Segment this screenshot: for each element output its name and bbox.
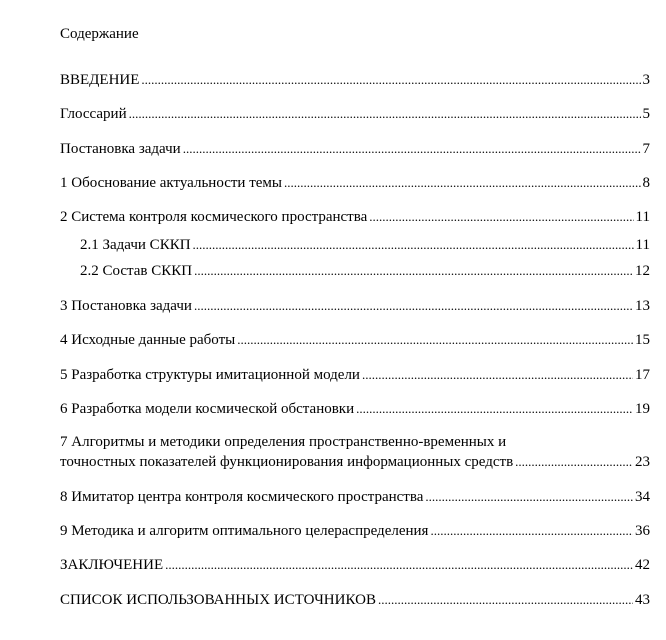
toc-entry-conclusion[interactable] (60, 555, 650, 575)
toc-entry-page: 3 (642, 72, 650, 88)
toc-title: Содержание (60, 26, 139, 42)
toc-entry-page: 19 (635, 401, 650, 417)
toc-entry-label-line1: 7 Алгоритмы и методики определения пространственно-временных и (60, 434, 507, 450)
toc-entry-page: 17 (635, 367, 650, 383)
toc-leader-dots (430, 521, 633, 541)
toc-entry-glossary[interactable] (60, 104, 650, 124)
toc-leader-dots (378, 590, 633, 610)
toc-entry-label: ВВЕДЕНИЕ (60, 72, 140, 88)
toc-entry-chapter-2[interactable] (60, 207, 650, 227)
toc-entry-label: Глоссарий (60, 106, 127, 122)
toc-entry-chapter-9[interactable] (60, 521, 650, 541)
toc-leader-dots (356, 399, 633, 419)
toc-entry-page: 34 (635, 489, 650, 505)
toc-leader-dots (193, 235, 634, 255)
toc-entry-label: 8 Имитатор центра контроля космического пространства (60, 489, 424, 505)
toc-entry-label: Постановка задачи (60, 141, 181, 157)
toc-entry-page: 8 (642, 175, 650, 191)
toc-leader-dots (237, 330, 633, 350)
toc-entry-page: 36 (635, 523, 650, 539)
toc-entry-label: 2 Система контроля космического пространства (60, 209, 368, 225)
toc-entry-label-line2: точностных показателей функционирования информационных средств (60, 454, 514, 470)
toc-entry-label: 4 Исходные данные работы (60, 332, 236, 348)
toc-entry-label: 3 Постановка задачи (60, 298, 192, 314)
toc-entry-page: 42 (635, 557, 650, 573)
toc-entry-page: 5 (642, 106, 650, 122)
toc-entry-label: 5 Разработка структуры имитационной модели (60, 367, 360, 383)
toc-entry-label: 1 Обоснование актуальности темы (60, 175, 282, 191)
toc-entry-label: 2.2 Состав СККП (80, 263, 193, 279)
toc-entry-section-2-2[interactable] (80, 261, 650, 281)
toc-leader-dots (369, 207, 633, 227)
toc-leader-dots (425, 487, 633, 507)
toc-leader-dots (284, 173, 641, 193)
toc-entry-chapter-4[interactable] (60, 330, 650, 350)
toc-leader-dots (362, 365, 633, 385)
toc-entry-problem-statement[interactable] (60, 139, 650, 159)
toc-leader-dots (194, 261, 633, 281)
toc-entry-label: 2.1 Задачи СККП (80, 237, 191, 253)
toc-leader-dots (129, 104, 641, 124)
toc-entry-chapter-5[interactable] (60, 365, 650, 385)
toc-entry-chapter-6[interactable] (60, 399, 650, 419)
toc-entry-label: 6 Разработка модели космической обстановки (60, 401, 355, 417)
toc-entry-references[interactable] (60, 590, 650, 610)
toc-entry-label: ЗАКЛЮЧЕНИЕ (60, 557, 164, 573)
toc-entry-page: 23 (635, 454, 650, 470)
toc-leader-dots (141, 70, 640, 90)
toc-entry-section-2-1[interactable] (80, 235, 650, 255)
toc-entry-page: 11 (635, 209, 650, 225)
toc-entry-page: 7 (642, 141, 650, 157)
toc-entry-page: 11 (635, 237, 650, 253)
toc-entry-chapter-3[interactable] (60, 296, 650, 316)
toc-leader-dots (183, 139, 641, 159)
toc-entry-page: 43 (635, 592, 650, 608)
toc-entry-label: СПИСОК ИСПОЛЬЗОВАННЫХ ИСТОЧНИКОВ (60, 592, 376, 608)
toc-entry-page: 13 (635, 298, 650, 314)
toc-entry-introduction[interactable] (60, 70, 650, 90)
toc-entry-page: 15 (635, 332, 650, 348)
toc-entry-chapter-7[interactable] (60, 432, 650, 472)
toc-entry-chapter-8[interactable] (60, 487, 650, 507)
toc-entry-label: 9 Методика и алгоритм оптимального целераспределения (60, 523, 429, 539)
toc-entry-chapter-1[interactable] (60, 173, 650, 193)
toc-leader-dots (515, 452, 633, 472)
toc-leader-dots (165, 555, 633, 575)
toc-leader-dots (194, 296, 633, 316)
toc-entry-page: 12 (635, 263, 650, 279)
